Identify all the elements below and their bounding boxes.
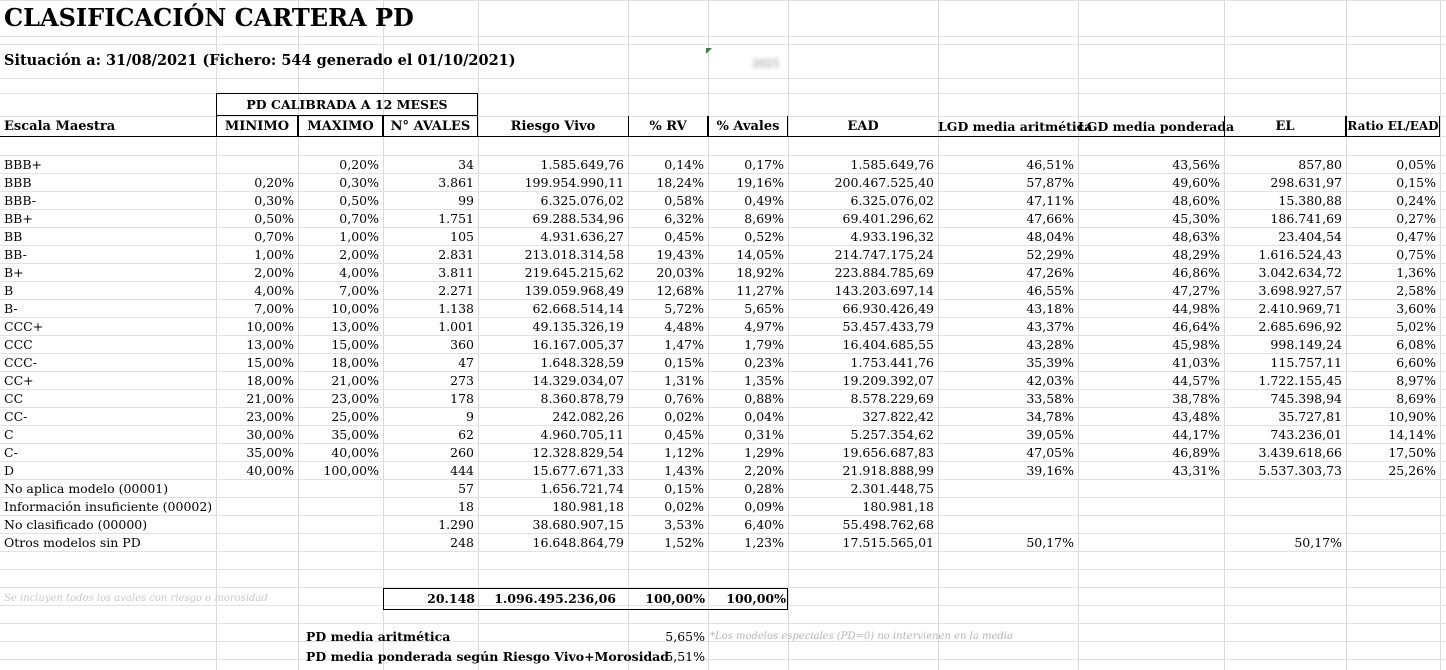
cell-riesgo-vivo[interactable]: 8.360.878,79 — [540, 391, 624, 406]
cell-lgd-ponderada[interactable]: 44,98% — [1172, 301, 1220, 316]
cell-pct-rv[interactable]: 0,76% — [664, 391, 704, 406]
header-lgd-ponderada[interactable]: LGD media ponderada — [1078, 119, 1235, 134]
header-minimo[interactable]: MINIMO — [224, 119, 290, 134]
cell-pct-rv[interactable]: 0,45% — [664, 229, 704, 244]
cell-maximo[interactable]: 15,00% — [331, 337, 379, 352]
cell-riesgo-vivo[interactable]: 12.328.829,54 — [532, 445, 624, 460]
cell-el[interactable]: 3.698.927,57 — [1258, 283, 1342, 298]
total-avales[interactable]: 20.148 — [427, 591, 475, 606]
cell-n-avales[interactable]: 1.138 — [438, 301, 474, 316]
cell-maximo[interactable]: 0,20% — [339, 157, 379, 172]
cell-escala[interactable]: Otros modelos sin PD — [4, 535, 141, 550]
cell-ratio-el-ead[interactable]: 3,60% — [1396, 301, 1436, 316]
cell-pct-rv[interactable]: 6,32% — [664, 211, 704, 226]
cell-escala[interactable]: BBB+ — [4, 157, 43, 172]
cell-riesgo-vivo[interactable]: 38.680.907,15 — [532, 517, 624, 532]
cell-riesgo-vivo[interactable]: 180.981,18 — [552, 499, 624, 514]
cell-ratio-el-ead[interactable]: 0,15% — [1396, 175, 1436, 190]
cell-el[interactable]: 743.236,01 — [1270, 427, 1342, 442]
cell-n-avales[interactable]: 2.271 — [438, 283, 474, 298]
cell-lgd-aritmetica[interactable]: 47,11% — [1026, 193, 1074, 208]
cell-minimo[interactable]: 13,00% — [246, 337, 294, 352]
cell-lgd-ponderada[interactable]: 43,31% — [1172, 463, 1220, 478]
cell-lgd-ponderada[interactable]: 43,48% — [1172, 409, 1220, 424]
cell-n-avales[interactable]: 18 — [458, 499, 474, 514]
header-ratio-el-ead[interactable]: Ratio EL/EAD — [1347, 119, 1439, 133]
cell-minimo[interactable]: 4,00% — [254, 283, 294, 298]
cell-el[interactable]: 35.727,81 — [1278, 409, 1342, 424]
cell-lgd-aritmetica[interactable]: 46,55% — [1026, 283, 1074, 298]
cell-riesgo-vivo[interactable]: 6.325.076,02 — [540, 193, 624, 208]
cell-pct-rv[interactable]: 0,15% — [664, 481, 704, 496]
cell-riesgo-vivo[interactable]: 213.018.314,58 — [524, 247, 624, 262]
cell-riesgo-vivo[interactable]: 1.656.721,74 — [540, 481, 624, 496]
cell-pct-rv[interactable]: 0,45% — [664, 427, 704, 442]
cell-ratio-el-ead[interactable]: 2,58% — [1396, 283, 1436, 298]
cell-riesgo-vivo[interactable]: 49.135.326,19 — [532, 319, 624, 334]
header-n-avales[interactable]: N° AVALES — [390, 119, 471, 134]
cell-ratio-el-ead[interactable]: 8,69% — [1396, 391, 1436, 406]
cell-n-avales[interactable]: 1.290 — [438, 517, 474, 532]
cell-pct-rv[interactable]: 0,15% — [664, 355, 704, 370]
cell-n-avales[interactable]: 260 — [450, 445, 474, 460]
header-cell-border — [298, 116, 383, 137]
cell-escala[interactable]: CC- — [4, 409, 28, 424]
cell-riesgo-vivo[interactable]: 139.059.968,49 — [524, 283, 624, 298]
cell-escala[interactable]: BB+ — [4, 211, 33, 226]
cell-n-avales[interactable]: 62 — [458, 427, 474, 442]
cell-pct-avales[interactable]: 1,79% — [744, 337, 784, 352]
cell-maximo[interactable]: 0,70% — [339, 211, 379, 226]
cell-escala[interactable]: C — [4, 427, 14, 442]
cell-ratio-el-ead[interactable]: 5,02% — [1396, 319, 1436, 334]
page-title: CLASIFICACIÓN CARTERA PD — [4, 3, 414, 32]
cell-maximo[interactable]: 1,00% — [339, 229, 379, 244]
cell-maximo[interactable]: 100,00% — [323, 463, 379, 478]
cell-lgd-ponderada[interactable]: 44,17% — [1172, 427, 1220, 442]
cell-ead[interactable]: 8.578.229,69 — [850, 391, 934, 406]
cell-riesgo-vivo[interactable]: 16.167.005,37 — [532, 337, 624, 352]
cell-escala[interactable]: B- — [4, 301, 18, 316]
cell-n-avales[interactable]: 9 — [466, 409, 474, 424]
header-riesgo-vivo[interactable]: Riesgo Vivo — [510, 119, 596, 134]
cell-ratio-el-ead[interactable]: 6,08% — [1396, 337, 1436, 352]
cell-ead[interactable]: 69.401.296,62 — [842, 211, 934, 226]
cell-ead[interactable]: 223.884.785,69 — [834, 265, 934, 280]
cell-ratio-el-ead[interactable]: 6,60% — [1396, 355, 1436, 370]
total-riesgo-vivo[interactable]: 1.096.495.236,06 — [494, 591, 616, 606]
cell-ead[interactable]: 200.467.525,40 — [834, 175, 934, 190]
pd-ponderada-label: PD media ponderada según Riesgo Vivo+Morosidad — [306, 649, 670, 664]
cell-ead[interactable]: 5.257.354,62 — [850, 427, 934, 442]
cell-minimo[interactable]: 15,00% — [246, 355, 294, 370]
cell-pct-avales[interactable]: 1,29% — [744, 445, 784, 460]
cell-minimo[interactable]: 0,30% — [254, 193, 294, 208]
cell-pct-avales[interactable]: 0,23% — [744, 355, 784, 370]
cell-lgd-aritmetica[interactable]: 35,39% — [1026, 355, 1074, 370]
cell-ratio-el-ead[interactable]: 25,26% — [1388, 463, 1436, 478]
cell-lgd-aritmetica[interactable]: 46,51% — [1026, 157, 1074, 172]
cell-minimo[interactable]: 21,00% — [246, 391, 294, 406]
cell-escala[interactable]: D — [4, 463, 15, 478]
cell-lgd-ponderada[interactable]: 49,60% — [1172, 175, 1220, 190]
cell-el[interactable]: 186.741,69 — [1270, 211, 1342, 226]
header-cell-border — [1346, 116, 1440, 137]
header-ead[interactable]: EAD — [847, 119, 879, 134]
cell-riesgo-vivo[interactable]: 16.648.864,79 — [532, 535, 624, 550]
cell-pct-avales[interactable]: 1,23% — [744, 535, 784, 550]
cell-minimo[interactable]: 0,70% — [254, 229, 294, 244]
cell-maximo[interactable]: 0,50% — [339, 193, 379, 208]
cell-el[interactable]: 298.631,97 — [1270, 175, 1342, 190]
cell-lgd-ponderada[interactable]: 45,30% — [1172, 211, 1220, 226]
cell-pct-rv[interactable]: 20,03% — [656, 265, 704, 280]
cell-lgd-aritmetica[interactable]: 43,37% — [1026, 319, 1074, 334]
cell-maximo[interactable]: 7,00% — [339, 283, 379, 298]
cell-ead[interactable]: 16.404.685,55 — [842, 337, 934, 352]
cell-escala[interactable]: CC+ — [4, 373, 34, 388]
cell-escala[interactable]: Información insuficiente (00002) — [4, 499, 213, 514]
cell-ead[interactable]: 21.918.888,99 — [842, 463, 934, 478]
cell-pct-rv[interactable]: 0,58% — [664, 193, 704, 208]
cell-pct-rv[interactable]: 4,48% — [664, 319, 704, 334]
cell-pct-rv[interactable]: 3,53% — [664, 517, 704, 532]
cell-pct-avales[interactable]: 19,16% — [736, 175, 784, 190]
cell-ead[interactable]: 180.981,18 — [862, 499, 934, 514]
note-avales: Se incluyen todos los avales con riesgo o morosidad — [4, 593, 268, 604]
cell-ratio-el-ead[interactable]: 10,90% — [1388, 409, 1436, 424]
header-pct-avales[interactable]: % Avales — [716, 119, 780, 134]
cell-maximo[interactable]: 35,00% — [331, 427, 379, 442]
cell-el[interactable]: 2.685.696,92 — [1258, 319, 1342, 334]
cell-n-avales[interactable]: 57 — [458, 481, 474, 496]
cell-lgd-aritmetica[interactable]: 47,05% — [1026, 445, 1074, 460]
cell-n-avales[interactable]: 3.811 — [438, 265, 474, 280]
cell-escala[interactable]: BBB — [4, 175, 32, 190]
cell-pct-rv[interactable]: 1,43% — [664, 463, 704, 478]
cell-n-avales[interactable]: 2.831 — [438, 247, 474, 262]
cell-escala[interactable]: CCC+ — [4, 319, 44, 334]
cell-maximo[interactable]: 13,00% — [331, 319, 379, 334]
cell-escala[interactable]: BB- — [4, 247, 27, 262]
cell-pct-rv[interactable]: 0,02% — [664, 409, 704, 424]
header-cell-border — [383, 116, 478, 137]
header-escala[interactable]: Escala Maestra — [4, 119, 116, 134]
total-rv[interactable]: 100,00% — [645, 591, 705, 606]
cell-maximo[interactable]: 4,00% — [339, 265, 379, 280]
cell-ratio-el-ead[interactable]: 0,47% — [1396, 229, 1436, 244]
cell-el[interactable]: 998.149,24 — [1270, 337, 1342, 352]
cell-ead[interactable]: 66.930.426,49 — [842, 301, 934, 316]
cell-el[interactable]: 15.380,88 — [1278, 193, 1342, 208]
cell-pct-avales[interactable]: 2,20% — [744, 463, 784, 478]
cell-pct-avales[interactable]: 1,35% — [744, 373, 784, 388]
cell-n-avales[interactable]: 360 — [450, 337, 474, 352]
cell-maximo[interactable]: 21,00% — [331, 373, 379, 388]
cell-el[interactable]: 745.398,94 — [1270, 391, 1342, 406]
cell-lgd-ponderada[interactable]: 46,89% — [1172, 445, 1220, 460]
cell-pct-avales[interactable]: 0,49% — [744, 193, 784, 208]
cell-pct-avales[interactable]: 14,05% — [736, 247, 784, 262]
cell-escala[interactable]: C- — [4, 445, 18, 460]
cell-pct-avales[interactable]: 0,88% — [744, 391, 784, 406]
cell-ead[interactable]: 4.933.196,32 — [850, 229, 934, 244]
cell-escala[interactable]: CC — [4, 391, 24, 406]
group-header: PD CALIBRADA A 12 MESES — [246, 97, 448, 112]
cell-lgd-aritmetica[interactable]: 43,28% — [1026, 337, 1074, 352]
cell-n-avales[interactable]: 1.001 — [438, 319, 474, 334]
header-el[interactable]: EL — [1275, 119, 1295, 134]
cell-el[interactable]: 3.439.618,66 — [1258, 445, 1342, 460]
cell-maximo[interactable]: 25,00% — [331, 409, 379, 424]
cell-el[interactable]: 23.404,54 — [1278, 229, 1342, 244]
cell-n-avales[interactable]: 105 — [450, 229, 474, 244]
cell-pct-avales[interactable]: 4,97% — [744, 319, 784, 334]
cell-ead[interactable]: 55.498.762,68 — [842, 517, 934, 532]
cell-minimo[interactable]: 18,00% — [246, 373, 294, 388]
cell-n-avales[interactable]: 47 — [458, 355, 474, 370]
cell-ead[interactable]: 19.656.687,83 — [842, 445, 934, 460]
cell-n-avales[interactable]: 99 — [458, 193, 474, 208]
cell-maximo[interactable]: 2,00% — [339, 247, 379, 262]
cell-n-avales[interactable]: 273 — [450, 373, 474, 388]
cell-el[interactable]: 857,80 — [1298, 157, 1342, 172]
header-cell-border — [628, 116, 708, 137]
cell-escala[interactable]: CCC- — [4, 355, 37, 370]
cell-maximo[interactable]: 40,00% — [331, 445, 379, 460]
cell-el[interactable]: 3.042.634,72 — [1258, 265, 1342, 280]
cell-ead[interactable]: 327.822,42 — [862, 409, 934, 424]
cell-n-avales[interactable]: 1.751 — [438, 211, 474, 226]
cell-lgd-aritmetica[interactable]: 39,05% — [1026, 427, 1074, 442]
cell-pct-avales[interactable]: 8,69% — [744, 211, 784, 226]
cell-n-avales[interactable]: 178 — [450, 391, 474, 406]
cell-pct-avales[interactable]: 5,65% — [744, 301, 784, 316]
cell-pct-rv[interactable]: 1,52% — [664, 535, 704, 550]
cell-minimo[interactable]: 7,00% — [254, 301, 294, 316]
cell-lgd-ponderada[interactable]: 45,98% — [1172, 337, 1220, 352]
cell-lgd-ponderada[interactable]: 44,57% — [1172, 373, 1220, 388]
cell-riesgo-vivo[interactable]: 1.585.649,76 — [540, 157, 624, 172]
cell-maximo[interactable]: 10,00% — [331, 301, 379, 316]
cell-pct-avales[interactable]: 6,40% — [744, 517, 784, 532]
cell-ratio-el-ead[interactable]: 0,24% — [1396, 193, 1436, 208]
cell-riesgo-vivo[interactable]: 69.288.534,96 — [532, 211, 624, 226]
cell-ratio-el-ead[interactable]: 14,14% — [1388, 427, 1436, 442]
cell-riesgo-vivo[interactable]: 242.082,26 — [552, 409, 624, 424]
cell-lgd-ponderada[interactable]: 43,56% — [1172, 157, 1220, 172]
cell-escala[interactable]: CCC — [4, 337, 33, 352]
cell-minimo[interactable]: 40,00% — [246, 463, 294, 478]
cell-lgd-ponderada[interactable]: 41,03% — [1172, 355, 1220, 370]
cell-pct-rv[interactable]: 0,02% — [664, 499, 704, 514]
cell-pct-avales[interactable]: 0,09% — [744, 499, 784, 514]
cell-escala[interactable]: B+ — [4, 265, 24, 280]
cell-ead[interactable]: 214.747.175,24 — [834, 247, 934, 262]
header-cell-border — [708, 116, 788, 137]
cell-lgd-aritmetica[interactable]: 34,78% — [1026, 409, 1074, 424]
cell-minimo[interactable]: 0,50% — [254, 211, 294, 226]
cell-riesgo-vivo[interactable]: 219.645.215,62 — [524, 265, 624, 280]
cell-ratio-el-ead[interactable]: 8,97% — [1396, 373, 1436, 388]
cell-ratio-el-ead[interactable]: 0,75% — [1396, 247, 1436, 262]
cell-n-avales[interactable]: 34 — [458, 157, 474, 172]
cell-pct-rv[interactable]: 0,14% — [664, 157, 704, 172]
cell-ead[interactable]: 53.457.433,79 — [842, 319, 934, 334]
cell-lgd-aritmetica[interactable]: 39,16% — [1026, 463, 1074, 478]
cell-escala[interactable]: No clasificado (00000) — [4, 517, 148, 532]
cell-ead[interactable]: 19.209.392,07 — [842, 373, 934, 388]
cell-riesgo-vivo[interactable]: 4.931.636,27 — [540, 229, 624, 244]
cell-riesgo-vivo[interactable]: 4.960.705,11 — [540, 427, 624, 442]
cell-el[interactable]: 115.757,11 — [1270, 355, 1342, 370]
cell-pct-avales[interactable]: 11,27% — [736, 283, 784, 298]
cell-minimo[interactable]: 2,00% — [254, 265, 294, 280]
header-lgd-aritmetica[interactable]: LGD media aritmética — [938, 119, 1093, 134]
cell-el[interactable]: 1.616.524,43 — [1258, 247, 1342, 262]
cell-pct-rv[interactable]: 1,12% — [664, 445, 704, 460]
header-cell-border — [1224, 116, 1346, 137]
cell-pct-rv[interactable]: 18,24% — [656, 175, 704, 190]
cell-pct-avales[interactable]: 0,52% — [744, 229, 784, 244]
cell-riesgo-vivo[interactable]: 199.954.990,11 — [524, 175, 624, 190]
cell-n-avales[interactable]: 3.861 — [438, 175, 474, 190]
cell-minimo[interactable]: 0,20% — [254, 175, 294, 190]
cell-ead[interactable]: 6.325.076,02 — [850, 193, 934, 208]
situation-line: Situación a: 31/08/2021 (Fichero: 544 generado el 01/10/2021) — [4, 52, 516, 69]
cell-ead[interactable]: 17.515.565,01 — [842, 535, 934, 550]
cell-ratio-el-ead[interactable]: 0,05% — [1396, 157, 1436, 172]
cell-ratio-el-ead[interactable]: 0,27% — [1396, 211, 1436, 226]
cell-n-avales[interactable]: 248 — [450, 535, 474, 550]
cell-el[interactable]: 1.722.155,45 — [1258, 373, 1342, 388]
cell-minimo[interactable]: 30,00% — [246, 427, 294, 442]
cell-lgd-aritmetica[interactable]: 50,17% — [1026, 535, 1074, 550]
cell-maximo[interactable]: 0,30% — [339, 175, 379, 190]
cell-pct-rv[interactable]: 12,68% — [656, 283, 704, 298]
cell-pct-avales[interactable]: 18,92% — [736, 265, 784, 280]
cell-lgd-ponderada[interactable]: 48,63% — [1172, 229, 1220, 244]
cell-lgd-aritmetica[interactable]: 47,66% — [1026, 211, 1074, 226]
cell-riesgo-vivo[interactable]: 14.329.034,07 — [532, 373, 624, 388]
cell-lgd-ponderada[interactable]: 48,29% — [1172, 247, 1220, 262]
pd-ponderada-value[interactable]: 5,51% — [665, 649, 705, 664]
note-modelos: *Los modelos especiales (PD=0) no intervienen en la media — [710, 631, 1013, 642]
cell-escala[interactable]: BB — [4, 229, 23, 244]
cell-pct-avales[interactable]: 0,28% — [744, 481, 784, 496]
cell-el[interactable]: 5.537.303,73 — [1258, 463, 1342, 478]
header-cell-border — [216, 116, 298, 137]
cell-lgd-ponderada[interactable]: 46,86% — [1172, 265, 1220, 280]
pd-aritmetica-label: PD media aritmética — [306, 629, 451, 644]
cell-minimo[interactable]: 1,00% — [254, 247, 294, 262]
header-maximo[interactable]: MAXIMO — [307, 119, 374, 134]
cell-lgd-aritmetica[interactable]: 57,87% — [1026, 175, 1074, 190]
cell-lgd-ponderada[interactable]: 47,27% — [1172, 283, 1220, 298]
pd-aritmetica-value[interactable]: 5,65% — [665, 629, 705, 644]
cell-riesgo-vivo[interactable]: 1.648.328,59 — [540, 355, 624, 370]
cell-lgd-aritmetica[interactable]: 52,29% — [1026, 247, 1074, 262]
blurred-text: 2021 — [752, 57, 780, 70]
cell-minimo[interactable]: 10,00% — [246, 319, 294, 334]
cell-lgd-aritmetica[interactable]: 47,26% — [1026, 265, 1074, 280]
cell-pct-rv[interactable]: 5,72% — [664, 301, 704, 316]
cell-pct-avales[interactable]: 0,31% — [744, 427, 784, 442]
cell-el[interactable]: 50,17% — [1294, 535, 1342, 550]
cell-lgd-aritmetica[interactable]: 33,58% — [1026, 391, 1074, 406]
cell-ead[interactable]: 2.301.448,75 — [850, 481, 934, 496]
cell-el[interactable]: 2.410.969,71 — [1258, 301, 1342, 316]
cell-ead[interactable]: 1.585.649,76 — [850, 157, 934, 172]
header-pct-rv[interactable]: % RV — [649, 119, 687, 134]
cell-escala[interactable]: No aplica modelo (00001) — [4, 481, 169, 496]
cell-minimo[interactable]: 23,00% — [246, 409, 294, 424]
cell-lgd-ponderada[interactable]: 48,60% — [1172, 193, 1220, 208]
cell-riesgo-vivo[interactable]: 62.668.514,14 — [532, 301, 624, 316]
total-avales-pct[interactable]: 100,00% — [726, 591, 786, 606]
cell-escala[interactable]: BBB- — [4, 193, 37, 208]
cell-ead[interactable]: 1.753.441,76 — [850, 355, 934, 370]
cell-pct-rv[interactable]: 1,47% — [664, 337, 704, 352]
cell-ead[interactable]: 143.203.697,14 — [834, 283, 934, 298]
cell-pct-rv[interactable]: 1,31% — [664, 373, 704, 388]
cell-minimo[interactable]: 35,00% — [246, 445, 294, 460]
cell-maximo[interactable]: 23,00% — [331, 391, 379, 406]
cell-lgd-aritmetica[interactable]: 42,03% — [1026, 373, 1074, 388]
cell-ratio-el-ead[interactable]: 1,36% — [1396, 265, 1436, 280]
cell-lgd-aritmetica[interactable]: 48,04% — [1026, 229, 1074, 244]
cell-lgd-aritmetica[interactable]: 43,18% — [1026, 301, 1074, 316]
cell-n-avales[interactable]: 444 — [450, 463, 474, 478]
cell-pct-avales[interactable]: 0,17% — [744, 157, 784, 172]
cell-ratio-el-ead[interactable]: 17,50% — [1388, 445, 1436, 460]
cell-pct-rv[interactable]: 19,43% — [656, 247, 704, 262]
cell-comment-marker — [706, 48, 712, 54]
cell-pct-avales[interactable]: 0,04% — [744, 409, 784, 424]
cell-escala[interactable]: B — [4, 283, 14, 298]
cell-lgd-ponderada[interactable]: 38,78% — [1172, 391, 1220, 406]
header-underline — [0, 136, 1440, 137]
cell-riesgo-vivo[interactable]: 15.677.671,33 — [532, 463, 624, 478]
cell-maximo[interactable]: 18,00% — [331, 355, 379, 370]
cell-lgd-ponderada[interactable]: 46,64% — [1172, 319, 1220, 334]
